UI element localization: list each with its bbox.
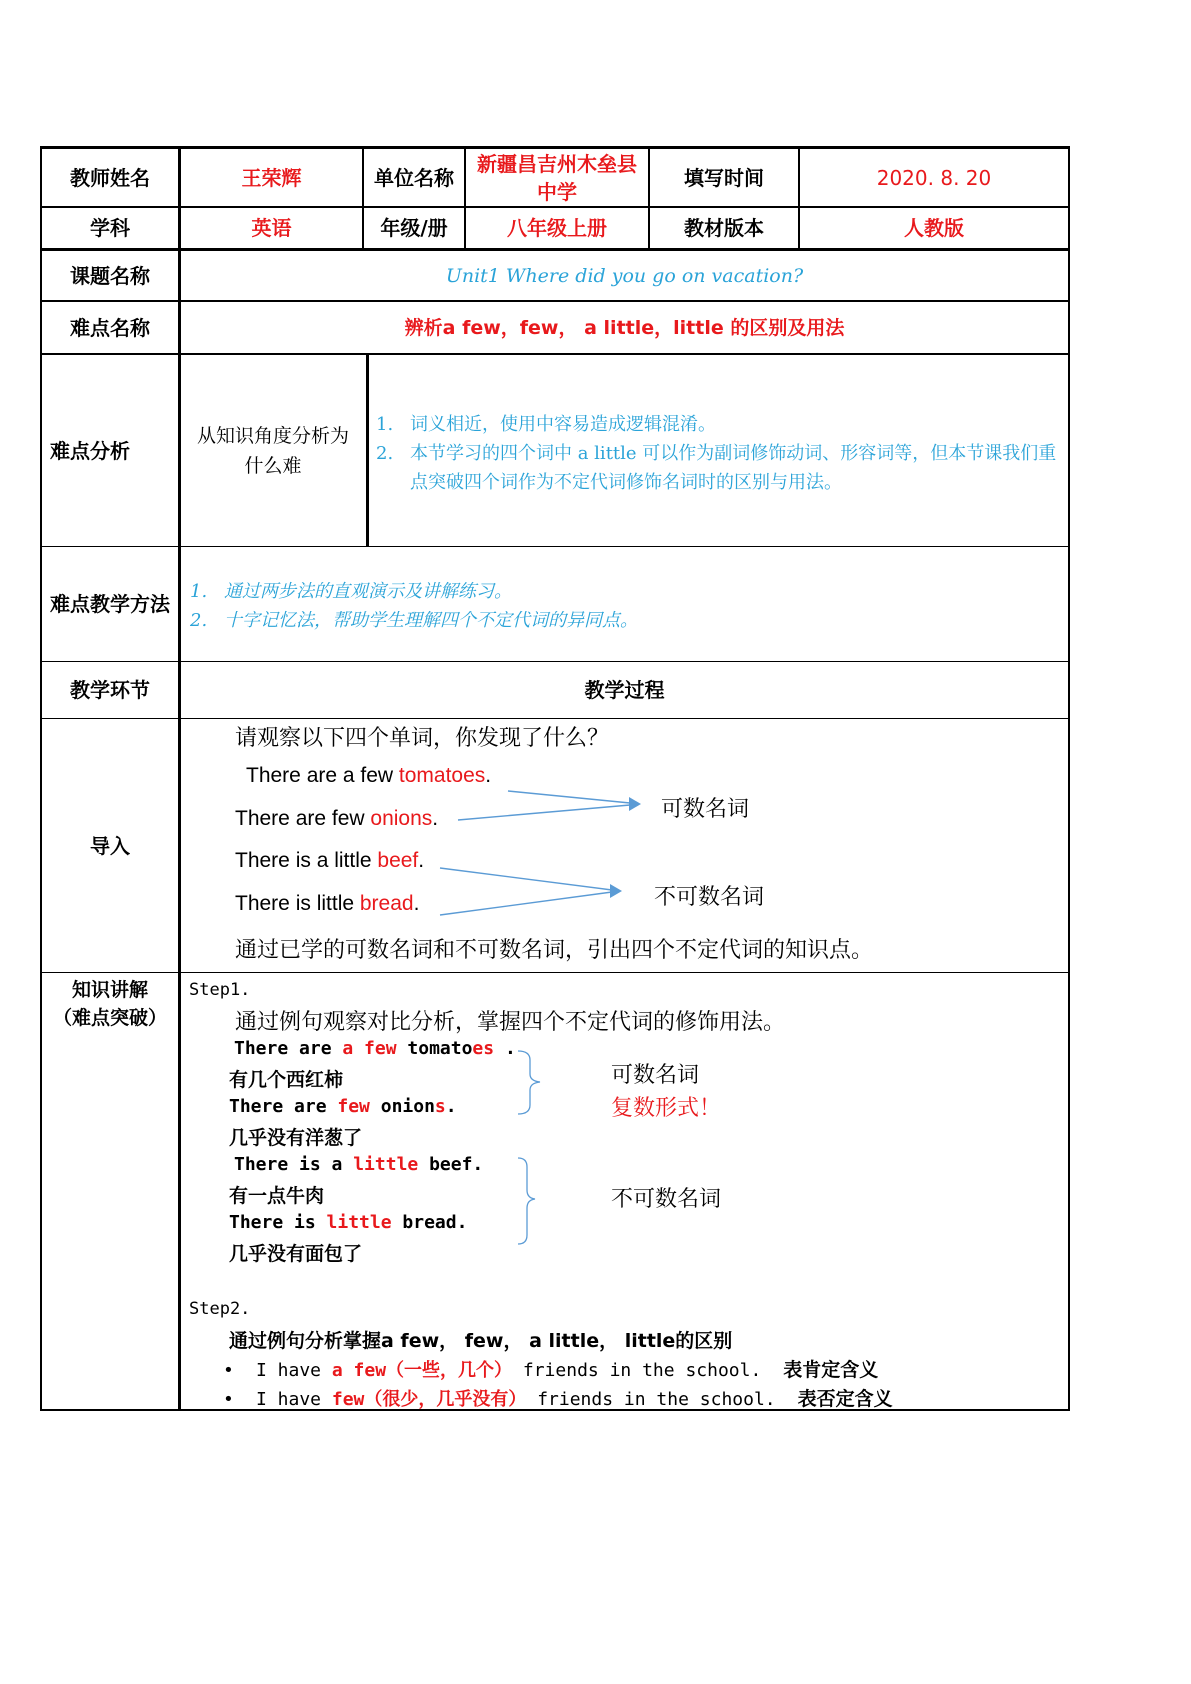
unit-name-value: 新疆昌吉州木垒县中学 (477, 151, 637, 204)
step1-title: Step1. (189, 980, 251, 1000)
method-point-2: 2. 十字记忆法，帮助学生理解四个不定代词的异同点。 (190, 610, 638, 631)
analysis-sub-label: 从知识角度分析为什么难 (196, 424, 349, 477)
step2-title: Step2. (189, 1299, 251, 1319)
step1-example-1: There are a few tomatoes . (234, 1038, 516, 1059)
step1-example-4: There is little bread. (229, 1212, 468, 1233)
step2-bullet-2: • I have few（很少，几乎没有） friends in the school. 表否定含义 (223, 1388, 893, 1410)
teaching-process-label: 教学过程 (584, 678, 665, 702)
analysis-label: 难点分析 (50, 438, 130, 463)
intro-sentence-3: There is a little beef. (235, 849, 425, 872)
intro-question: 请观察以下四个单词，你发现了什么？ (235, 726, 610, 751)
step1-example-2-cn: 几乎没有洋葱了 (229, 1127, 363, 1149)
analysis-point-2: 2. 本节学习的四个词中 a little 可以作为副词修饰动词、形容词等，但本节课我们重点突破四个词作为不定代词修饰名词时的区别与用法。 (376, 443, 1057, 493)
intro-sentence-2: There are few onions. (235, 807, 439, 830)
edition-value: 人教版 (904, 216, 964, 240)
step1-example-4-cn: 几乎没有面包了 (229, 1243, 363, 1265)
unit-name-label: 单位名称 (374, 165, 454, 190)
difficulty-value: 辨析a few，few， a little，little 的区别及用法 (404, 316, 845, 339)
step1-example-3: There is a little beef. (234, 1154, 484, 1175)
subject-label: 学科 (90, 216, 130, 240)
method-point-1: 1. 通过两步法的直观演示及讲解练习。 (190, 581, 512, 602)
teacher-name-value: 王荣辉 (241, 165, 302, 190)
knowledge-label: 知识讲解 （难点突破） (52, 979, 167, 1029)
intro-summary: 通过已学的可数名词和不可数名词，引出四个不定代词的知识点。 (235, 938, 874, 963)
grade-value: 八年级上册 (507, 216, 607, 240)
intro-sentence-1: There are a few tomatoes. (246, 764, 492, 787)
fill-date-value: 2020. 8. 20 (876, 165, 992, 190)
subject-value: 英语 (251, 216, 292, 240)
intro-sentence-4: There is little bread. (235, 892, 420, 915)
step2-bullet-1: • I have a few（一些，几个） friends in the school. 表肯定含义 (223, 1359, 879, 1381)
intro-uncountable-note: 不可数名词 (654, 885, 765, 910)
grade-label: 年级/册 (380, 216, 448, 240)
fill-date-label: 填写时间 (684, 165, 764, 190)
step2-desc: 通过例句分析掌握a few， few， a little， little的区别 (229, 1330, 733, 1352)
step1-countable-note: 可数名词 (611, 1063, 700, 1088)
brace-uncountable (518, 1158, 535, 1244)
brace-countable (518, 1051, 540, 1114)
method-label: 难点教学方法 (50, 592, 170, 616)
step1-plural-note: 复数形式！ (611, 1096, 722, 1121)
intro-label: 导入 (90, 833, 130, 858)
step1-uncountable-note: 不可数名词 (611, 1187, 722, 1212)
edition-label: 教材版本 (684, 216, 764, 240)
difficulty-label: 难点名称 (70, 315, 150, 340)
teacher-name-label: 教师姓名 (70, 165, 150, 190)
step1-example-3-cn: 有一点牛肉 (229, 1185, 325, 1207)
step1-example-2: There are few onions. (229, 1096, 457, 1117)
step1-desc: 通过例句观察对比分析，掌握四个不定代词的修饰用法。 (235, 1010, 786, 1035)
analysis-point-1: 1. 词义相近，使用中容易造成逻辑混淆。 (376, 414, 716, 435)
step1-example-1-cn: 有几个西红柿 (229, 1069, 344, 1091)
topic-value: Unit1 Where did you go on vacation? (445, 264, 804, 287)
topic-label: 课题名称 (70, 263, 150, 288)
teaching-stage-label: 教学环节 (70, 678, 150, 702)
intro-countable-note: 可数名词 (661, 797, 750, 822)
